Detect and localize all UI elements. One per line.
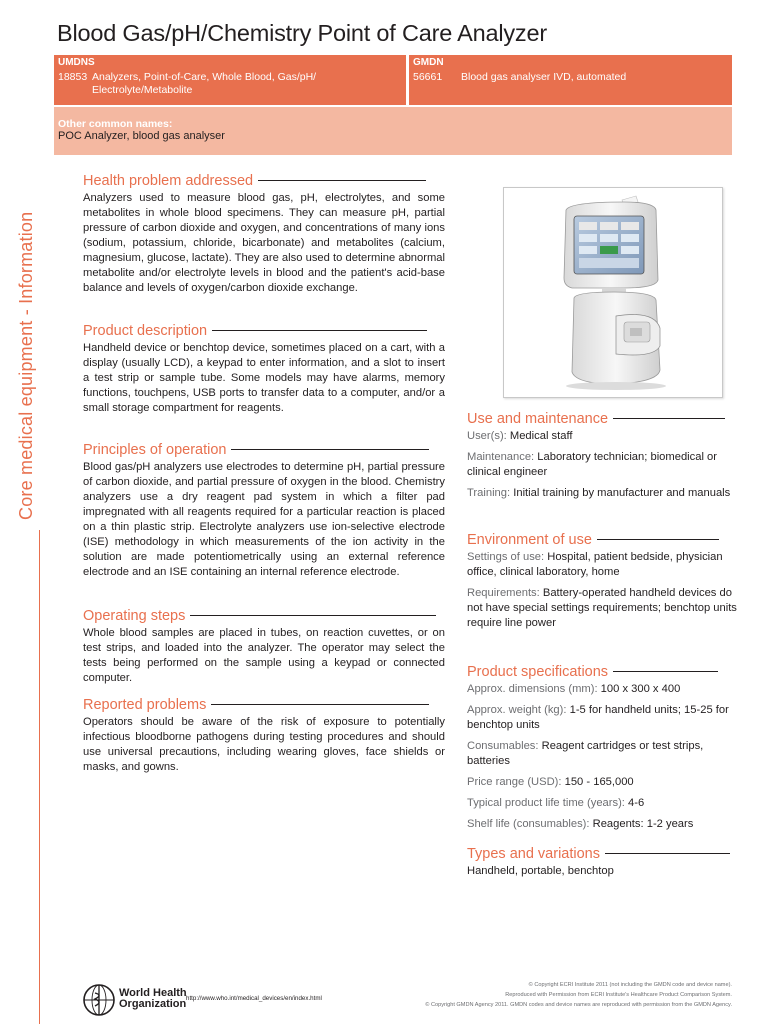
kv-price: Price range (USD): 150 - 165,000 (467, 776, 634, 788)
section-body: Operators should be aware of the risk of exposure to potentially infectious bloodborne pathogens during testing procedures and should use universal precautions, including wearing gloves, face shields or masks, and gowns. (83, 716, 445, 773)
side-category-label: Core medical equipment - Information (16, 211, 36, 520)
umdns-label: UMDNS (58, 57, 95, 68)
section-heading: Product description (83, 323, 445, 341)
section-body: Blood gas/pH analyzers use electrodes to determine pH, partial pressure of carbon dioxide, and partial pressure of oxygen in the blood. Chemistry analyzers use a dry reagent pad system in which a filter pad impregnated with all reagents required for a particular reaction is placed on a thin plastic strip. Electrolyte analyzers use ion-selective electrode (ISE) methodology in which measurements of the ion activity in the solution are made potentiometrically using an external reference electrode and an ISE containing an internal reference electrode. (83, 461, 445, 578)
section-heading: Types and variations (467, 846, 737, 864)
section-heading: Operating steps (83, 608, 445, 626)
section-reported-problems (83, 697, 445, 775)
section-types (467, 846, 737, 885)
section-health-problem (83, 173, 445, 296)
kv-weight: Approx. weight (kg): 1-5 for handheld units; 15-25 for benchtop units (467, 704, 729, 731)
section-heading: Use and maintenance (467, 411, 737, 429)
section-body: Handheld device or benchtop device, sometimes placed on a cart, with a display (usually LCD), a keypad to enter information, and a slot to insert a test strip or sample tube. Some models may have alarms, memory functions, touchpens, USB ports to transfer data to a computer, and/or a small storage compartment for reagents. (83, 342, 445, 414)
section-principles (83, 442, 445, 580)
section-heading: Product specifications (467, 664, 737, 682)
section-heading: Reported problems (83, 697, 445, 715)
section-body: Whole blood samples are placed in tubes, on reaction cuvettes, or on test strips, and loaded into the analyzer. The operator may select the tests being performed on the sample using a keypad or connected computer. (83, 627, 445, 684)
umdns-code: 18853 (58, 71, 88, 83)
kv-training: Training: Initial training by manufacturer and manuals (467, 487, 731, 499)
kv-settings: Settings of use: Hospital, patient bedside, physician office, clinical laboratory, home (467, 551, 723, 578)
kv-consumables: Consumables: Reagent cartridges or test strips, batteries (467, 740, 704, 767)
section-specifications (467, 664, 737, 838)
device-codes-band (54, 55, 732, 105)
kv-users: User(s): Medical staff (467, 430, 573, 442)
section-body: Analyzers used to measure blood gas, pH, electrolytes, and some metabolites in whole blood specimens. They can measure pH, partial pressure of carbon dioxide and oxygen, and concentrations of many ions (sodium, potassium, chloride, bicarbonate) and metabolites (calcium, magnesium, glucose, lactate). They are also used to determine abnormal metabolite and/or electrolyte levels in blood and the patient's acid-base balance and levels of oxygen/carbon dioxide exchange. (83, 192, 445, 294)
gmdn-label: GMDN (413, 57, 444, 68)
umdns-description: Analyzers, Point-of-Care, Whole Blood, Gas/pH/ Electrolyte/Metabolite (92, 71, 317, 96)
umdns-block (54, 55, 406, 105)
section-use-maintenance (467, 411, 737, 507)
who-url-link[interactable]: http://www.who.int/medical_devices/en/index.html (186, 995, 322, 1002)
side-rule (39, 530, 40, 1024)
kv-maintenance: Maintenance: Laboratory technician; biomedical or clinical engineer (467, 451, 718, 478)
kv-lifetime: Typical product life time (years): 4-6 (467, 797, 645, 809)
kv-shelf-life: Shelf life (consumables): Reagents: 1-2 years (467, 818, 694, 830)
other-names-value: POC Analyzer, blood gas analyser (58, 130, 225, 142)
kv-dimensions: Approx. dimensions (mm): 100 x 300 x 400 (467, 683, 681, 695)
other-names-label: Other common names: (58, 118, 173, 130)
types-value: Handheld, portable, benchtop (467, 865, 614, 877)
section-environment (467, 532, 737, 637)
section-heading: Environment of use (467, 532, 737, 550)
who-organization-name: World Health Organization (119, 987, 187, 1010)
section-operating-steps (83, 608, 445, 686)
gmdn-block (409, 55, 732, 105)
copyright-notice: © Copyright ECRI Institute 2011 (not including the GMDN code and device name). Reproduced with Permission from ECRI Institute's Healthcare Product Comparison System. © Copyright GMDN Agency 2011. GMDN codes and device names are reproduced with permission from the GMDN Agency. (425, 982, 732, 1008)
kv-requirements: Requirements: Battery-operated handheld devices do not have special settings requirements; benchtop units require line power (467, 587, 737, 629)
section-product-description (83, 323, 445, 416)
page-title: Blood Gas/pH/Chemistry Point of Care Analyzer (57, 20, 547, 46)
section-heading: Principles of operation (83, 442, 445, 460)
gmdn-code: 56661 (413, 71, 443, 83)
other-names-band (54, 107, 732, 155)
section-heading: Health problem addressed (83, 173, 445, 191)
blood-gas-analyzer-photo (503, 187, 723, 398)
analyzer-illustration (504, 188, 723, 398)
gmdn-description: Blood gas analyser IVD, automated (461, 71, 627, 83)
who-emblem-icon (82, 983, 116, 1017)
